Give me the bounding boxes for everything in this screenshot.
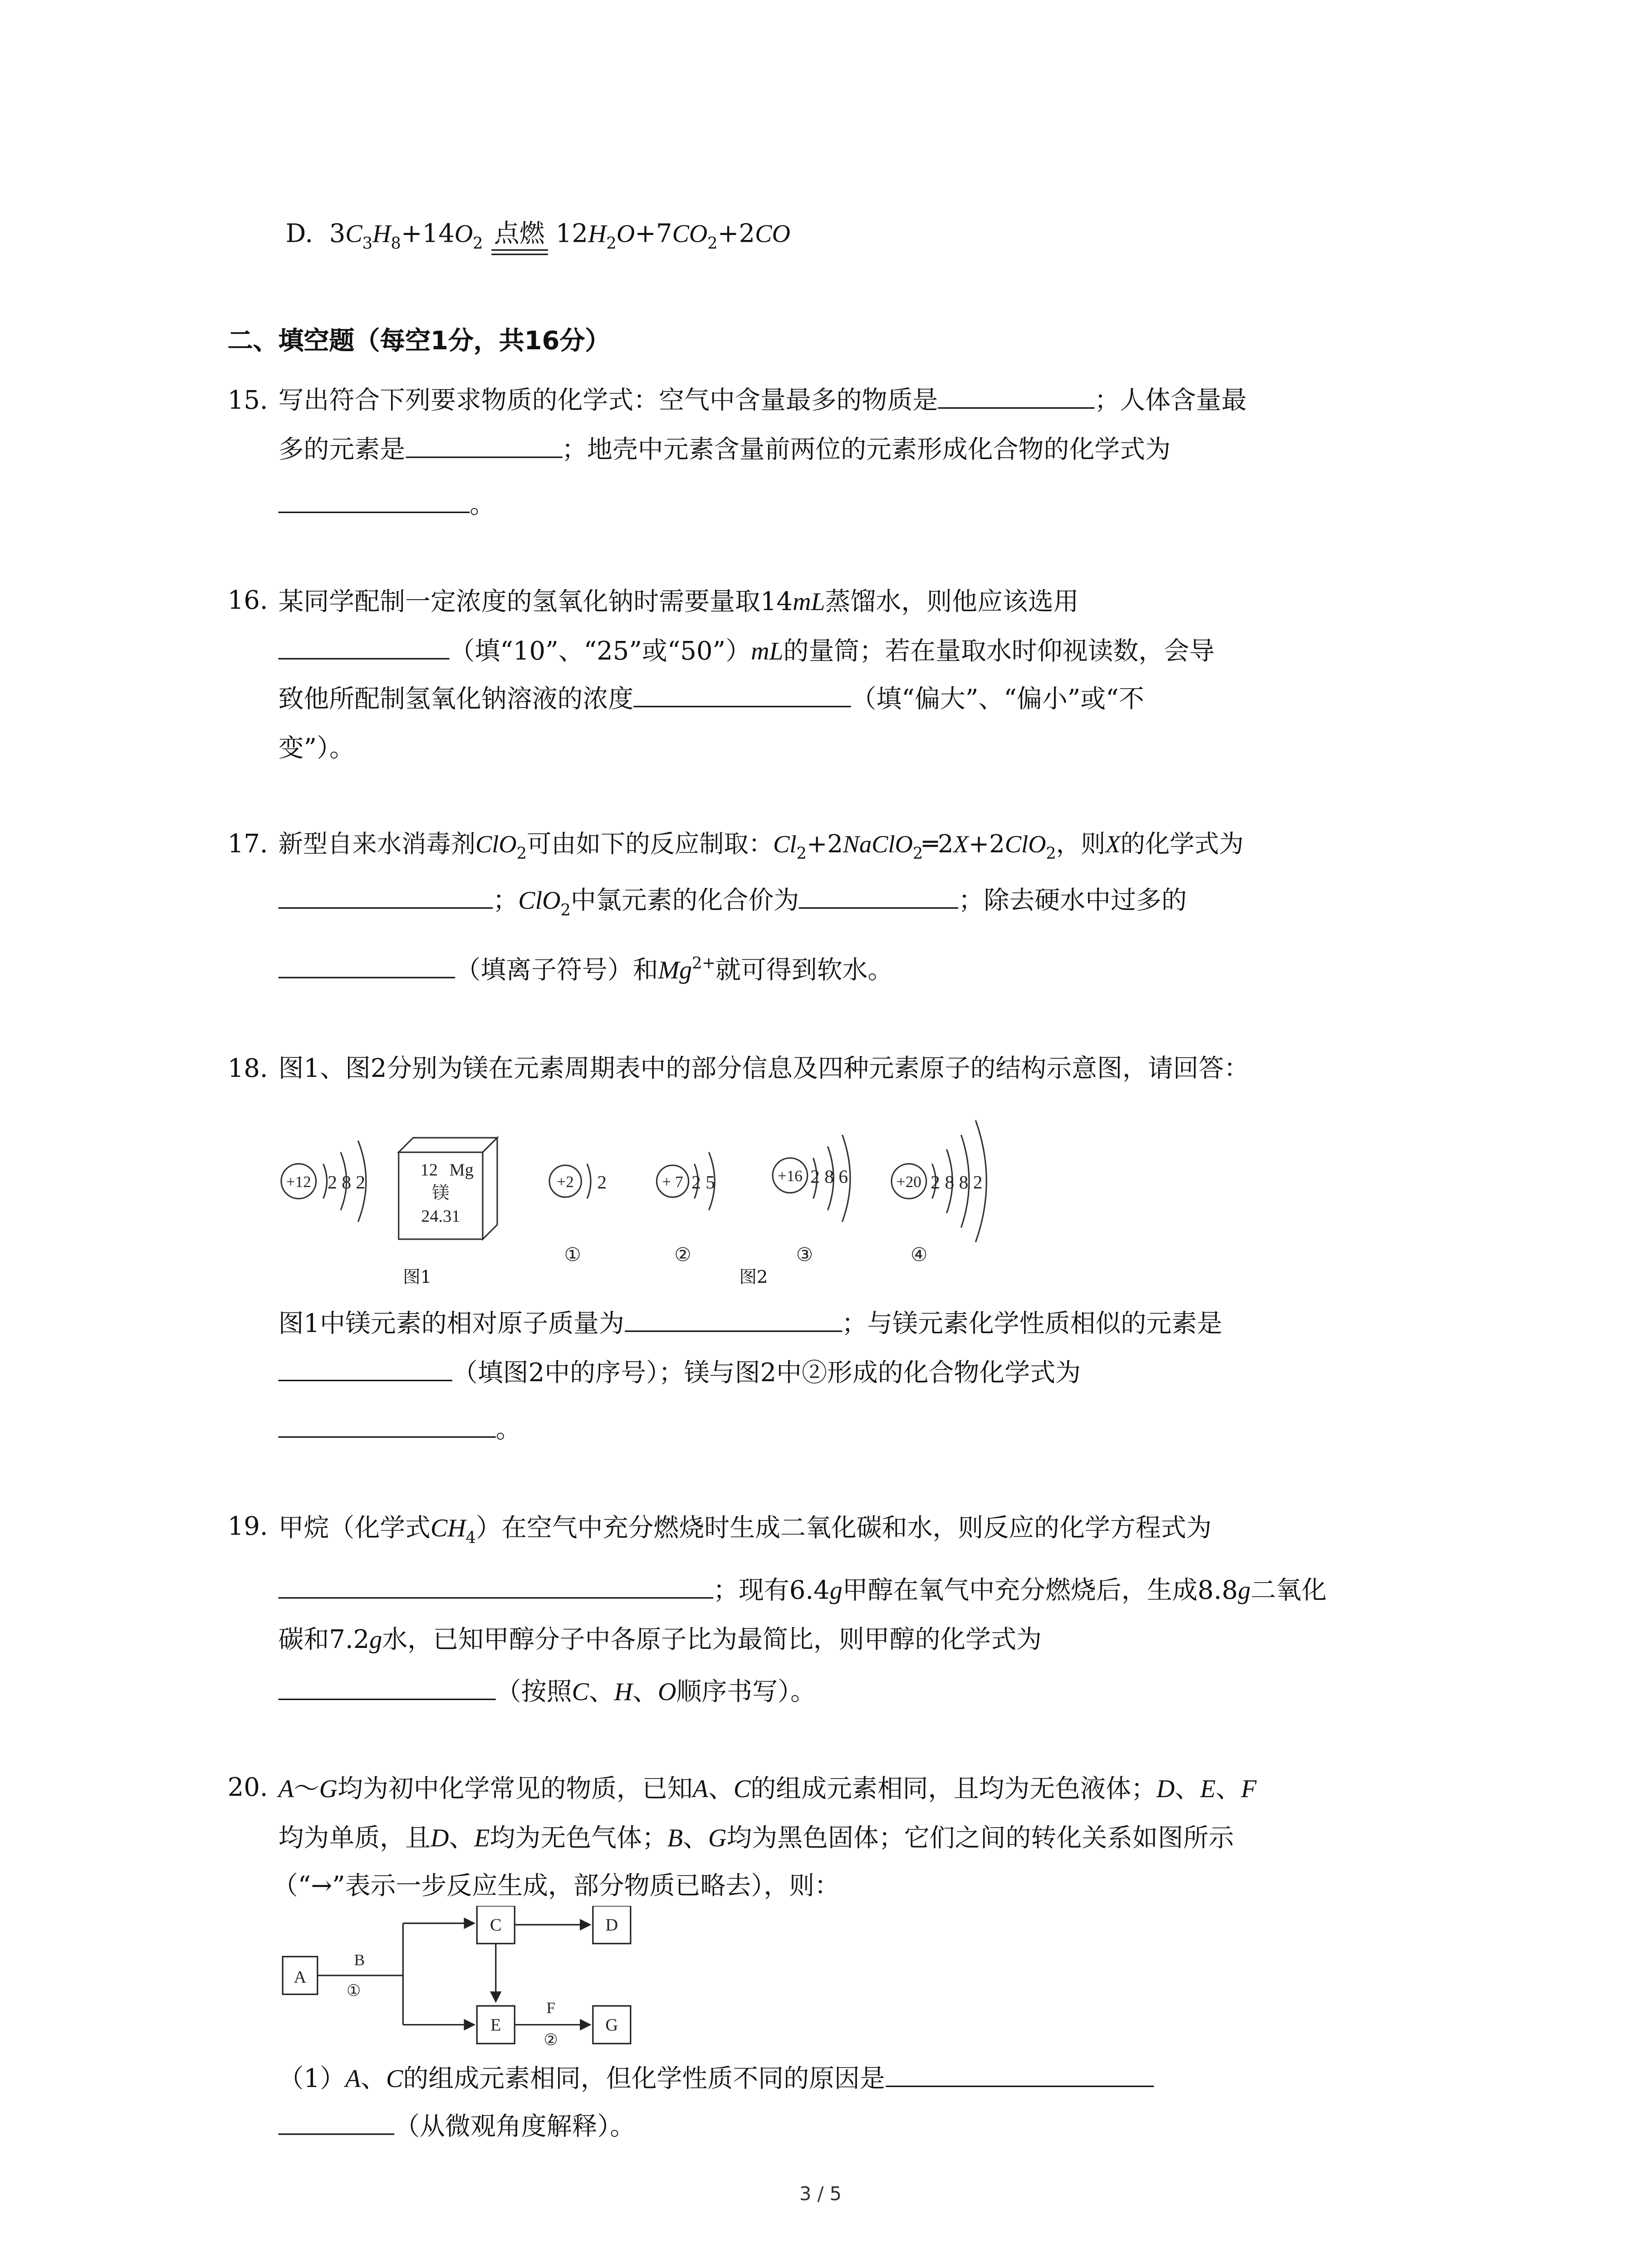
- question-number: 18.: [227, 1055, 268, 1085]
- q17-line3: （填离子符号）和$Mg^{2+}$就可得到软水。: [278, 953, 893, 987]
- atom-mg-diagram: [281, 1141, 366, 1222]
- node-e-label: E: [490, 2015, 501, 2035]
- answer-blank[interactable]: [278, 1577, 713, 1598]
- answer-blank[interactable]: [885, 2065, 1153, 2087]
- q19-line3: 碳和7.2g水，已知甲醇分子中各原子比为最简比，则甲醇的化学式为: [278, 1624, 1042, 1655]
- q16-line4: 变”）。: [278, 734, 355, 764]
- svg-text:24.31: 24.31: [421, 1207, 460, 1226]
- node-g-label: G: [605, 2015, 618, 2035]
- q19-line2: ；现有6.4g甲醇在氧气中充分燃烧后，生成8.8g二氧化: [278, 1574, 1327, 1607]
- answer-blank[interactable]: [938, 387, 1094, 409]
- svg-text:+20: +20: [896, 1173, 921, 1191]
- q20-line1: A～G均为初中化学常见的物质，已知A、C的组成元素相同，且均为无色液体；D、E、F: [278, 1774, 1257, 1805]
- question-number: 19.: [227, 1513, 268, 1542]
- answer-blank[interactable]: [278, 887, 493, 909]
- answer-blank[interactable]: [278, 2113, 394, 2135]
- svg-text:①: ①: [564, 1244, 581, 1265]
- atom-4-diagram: [892, 1120, 986, 1265]
- svg-text:+2: +2: [557, 1173, 574, 1191]
- svg-text:+16: +16: [777, 1167, 803, 1185]
- q16-line2: （填“10”、“25”或“50”）mL的量筒；若在量取水时仰视读数，会导: [278, 635, 1215, 668]
- q18-line1: 图1、图2分别为镁在元素周期表中的部分信息及四种元素原子的结构示意图，请回答：: [278, 1055, 1249, 1085]
- q17-line1: 新型自来水消毒剂ClO$_2$可由如下的反应制取：$Cl_2+2NaClO_2═2X+2ClO_2$，则X的化学式为: [278, 830, 1244, 863]
- reaction-2-label: ②: [544, 2031, 558, 2049]
- q19-line4: （按照C、H、O顺序书写）。: [278, 1676, 816, 1709]
- svg-text:+ 7: + 7: [662, 1173, 683, 1191]
- q15-line3: 。: [278, 490, 495, 522]
- answer-blank[interactable]: [278, 1359, 452, 1381]
- answer-blank[interactable]: [633, 685, 851, 707]
- answer-blank[interactable]: [278, 1678, 495, 1700]
- atom-3-diagram: [773, 1135, 850, 1265]
- atom-2-diagram: [656, 1152, 715, 1265]
- option-label: D.: [285, 220, 314, 249]
- question-number: 15.: [227, 387, 268, 416]
- q15-line2: 多的元素是 ；地壳中元素含量前两位的元素形成化合物的化学式为: [278, 436, 1171, 465]
- answer-blank[interactable]: [278, 1416, 495, 1438]
- svg-text:Mg: Mg: [449, 1160, 474, 1180]
- reaction-condition: 点燃: [491, 219, 548, 250]
- conversion-diagram: [275, 1906, 667, 2051]
- answer-blank[interactable]: [799, 887, 958, 909]
- page-number: 3 / 5: [799, 2184, 842, 2206]
- svg-text:2 8 6: 2 8 6: [810, 1166, 848, 1187]
- answer-blank[interactable]: [278, 957, 455, 978]
- svg-text:③: ③: [796, 1244, 813, 1265]
- svg-text:12: 12: [420, 1160, 438, 1180]
- reagent-f-label: F: [546, 1999, 555, 2017]
- answer-blank[interactable]: [278, 638, 449, 660]
- periodic-table-cell: [399, 1138, 497, 1239]
- question-number: 20.: [227, 1774, 268, 1803]
- section-heading: 二、填空题（每空1分，共16分）: [227, 327, 611, 357]
- q20-line3: （“→”表示一步反应生成，部分物质已略去），则：: [272, 1872, 840, 1902]
- node-c-label: C: [490, 1916, 502, 1935]
- q18-line2: 图1中镁元素的相对原子质量为 ；与镁元素化学性质相似的元素是: [278, 1310, 1223, 1339]
- reagent-b-label: B: [354, 1951, 365, 1969]
- svg-text:④: ④: [911, 1244, 928, 1265]
- answer-blank[interactable]: [405, 436, 562, 458]
- svg-text:2 8 8 2: 2 8 8 2: [931, 1172, 983, 1193]
- atomic-structure-figure: [275, 1109, 1029, 1268]
- q20-sub1-line1: （1）A、C的组成元素相同，但化学性质不同的原因是: [278, 2063, 1153, 2096]
- q20-sub1-line2: （从微观角度解释）。: [278, 2112, 635, 2143]
- node-a-label: A: [294, 1968, 307, 1987]
- svg-text:2: 2: [597, 1172, 607, 1193]
- q16-line1: 某同学配制一定浓度的氢氧化钠时需要量取14mL蒸馏水，则他应该选用: [278, 587, 1079, 618]
- q19-line1: 甲烷（化学式$CH_4$）在空气中充分燃烧时生成二氧化碳和水，则反应的化学方程式为: [278, 1513, 1212, 1547]
- q20-line2: 均为单质，且D、E均为无色气体；B、G均为黑色固体；它们之间的转化关系如图所示: [278, 1823, 1234, 1854]
- atom-1-diagram: [549, 1164, 607, 1265]
- figure2-caption: 图2: [739, 1266, 768, 1287]
- figure1-caption: 图1: [403, 1266, 432, 1287]
- svg-text:2 8 2: 2 8 2: [328, 1172, 366, 1193]
- question-number: 16.: [227, 587, 268, 616]
- q17-line2: ；ClO$_2$中氯元素的化合价为 ；除去硬水中过多的: [278, 884, 1186, 917]
- svg-text:2 5: 2 5: [691, 1172, 715, 1193]
- q14-option-d: D. $3C_3H_8+14O_2$ 点燃 $12H_2O+7CO_2+2CO$: [285, 219, 790, 253]
- svg-text:+12: +12: [286, 1173, 311, 1191]
- node-d-label: D: [605, 1916, 618, 1935]
- question-number: 17.: [227, 830, 268, 860]
- reaction-1-label: ①: [346, 1981, 361, 1999]
- svg-text:镁: 镁: [432, 1183, 450, 1203]
- svg-text:②: ②: [674, 1244, 691, 1265]
- q16-line3: 致他所配制氢氧化钠溶液的浓度 （填“偏大”、“偏小”或“不: [278, 685, 1144, 715]
- q15-line1: 写出符合下列要求物质的化学式：空气中含量最多的物质是 ；人体含量最: [278, 387, 1247, 416]
- q18-line4: 。: [278, 1415, 521, 1447]
- q18-line3: （填图2中的序号）；镁与图2中②形成的化合物化学式为: [278, 1358, 1081, 1390]
- answer-blank[interactable]: [624, 1310, 842, 1332]
- answer-blank[interactable]: [278, 491, 470, 513]
